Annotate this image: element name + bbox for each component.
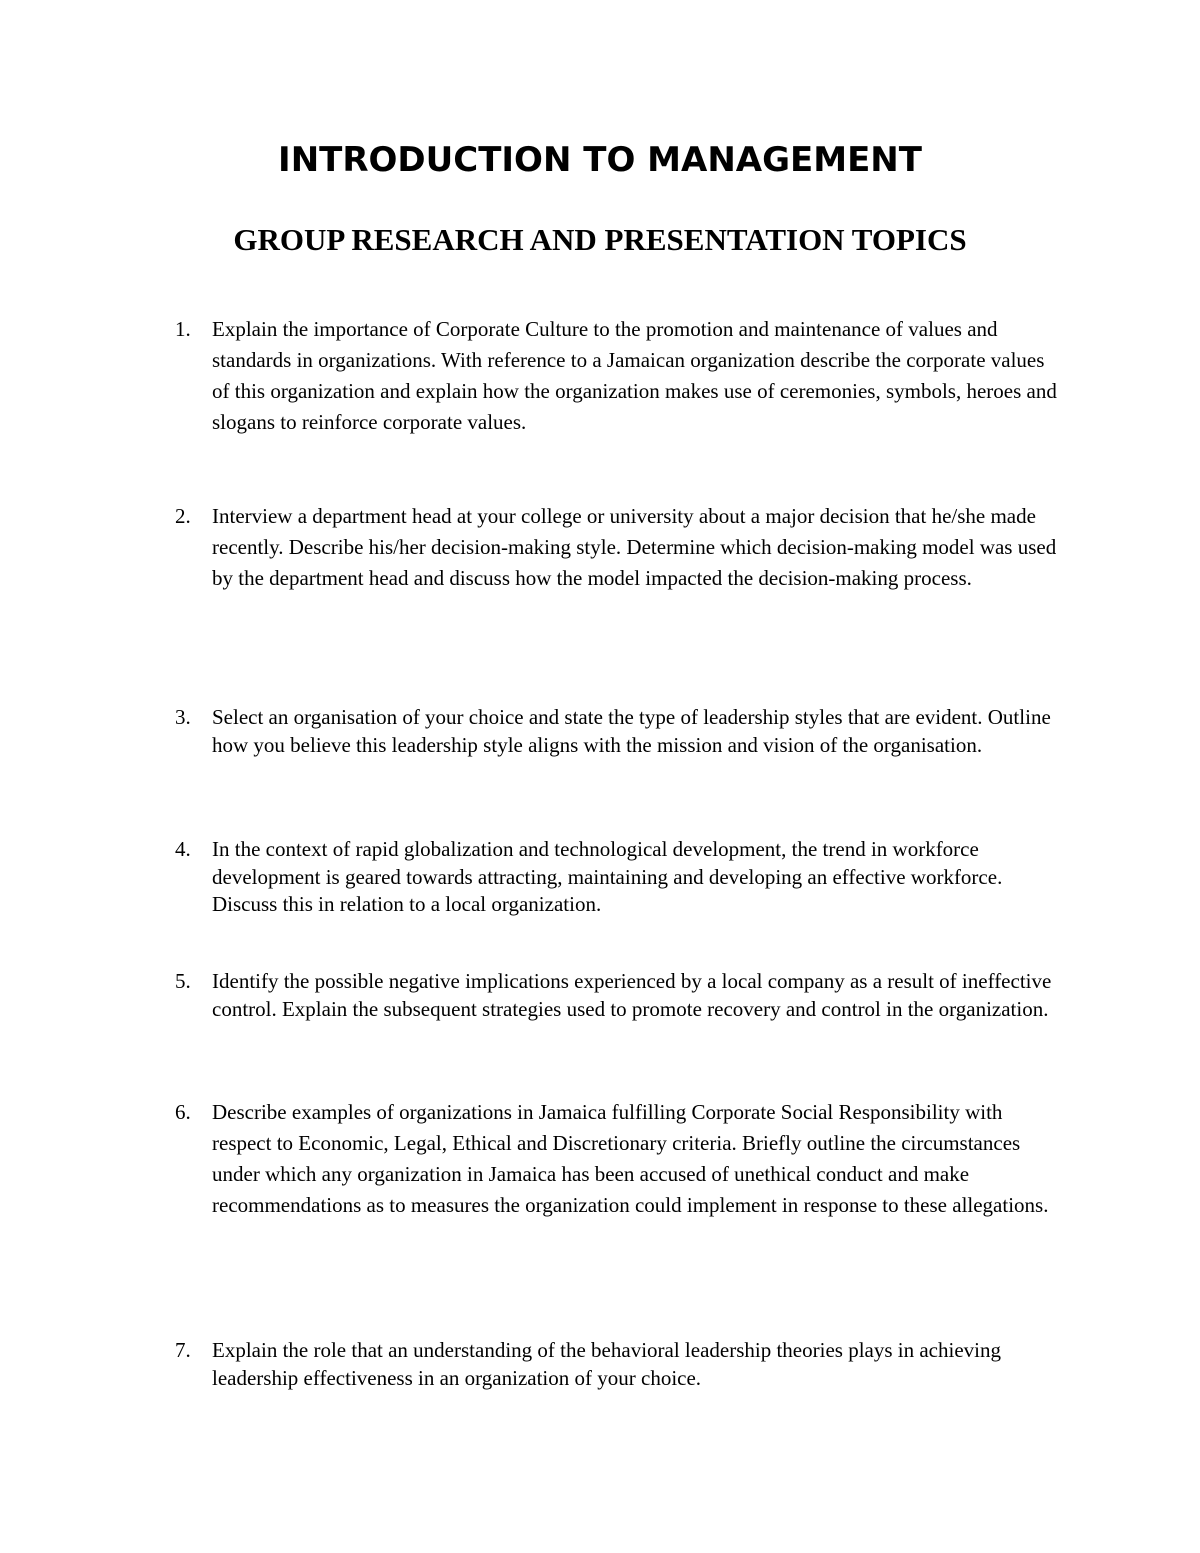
topic-number: 6. xyxy=(175,1100,191,1124)
topic-text: Select an organisation of your choice and state the type of leadership styles that are evident. Outline how you believe this leadership style aligns with the mission and vision of the organisation. xyxy=(212,705,1051,757)
topic-item-5 xyxy=(160,968,1060,1023)
page-title: INTRODUCTION TO MANAGEMENT xyxy=(278,140,922,180)
topic-number: 5. xyxy=(175,969,191,993)
topic-item-3 xyxy=(160,704,1060,759)
topic-text: Describe examples of organizations in Jamaica fulfilling Corporate Social Responsibility with respect to Economic, Legal, Ethical and Discretionary criteria. Briefly outline the circumstances under which any organization in Jamaica has been accused of unethical conduct and make recommendations as to measures the organization could implement in response to these allegations. xyxy=(212,1100,1049,1217)
topic-number: 1. xyxy=(175,317,191,341)
topic-item-7 xyxy=(160,1337,1060,1392)
topic-text: Explain the importance of Corporate Culture to the promotion and maintenance of values and standards in organizations. With reference to a Jamaican organization describe the corporate values of this organization and explain how the organization makes use of ceremonies, symbols, heroes and slogans to reinforce corporate values. xyxy=(212,317,1057,434)
topic-text: Interview a department head at your college or university about a major decision that he/she made recently. Describe his/her decision-making style. Determine which decision-making model was used by the department head and discuss how the model impacted the decision-making process. xyxy=(212,504,1057,590)
topic-item-6 xyxy=(160,1097,1060,1221)
topic-number: 4. xyxy=(175,837,191,861)
topic-number: 7. xyxy=(175,1338,191,1362)
topic-item-4 xyxy=(160,836,1060,919)
topic-number: 2. xyxy=(175,504,191,528)
topic-text: In the context of rapid globalization and technological development, the trend in workforce development is geared towards attracting, maintaining and developing an effective workforce. Discuss this in relation to a local organization. xyxy=(212,837,1003,916)
topic-text: Explain the role that an understanding of the behavioral leadership theories plays in achieving leadership effectiveness in an organization of your choice. xyxy=(212,1338,1001,1390)
topic-item-2 xyxy=(160,501,1060,594)
topic-item-1 xyxy=(160,314,1060,438)
page-subtitle: GROUP RESEARCH AND PRESENTATION TOPICS xyxy=(233,222,967,257)
topic-number: 3. xyxy=(175,705,191,729)
topic-text: Identify the possible negative implications experienced by a local company as a result of ineffective control. Explain the subsequent strategies used to promote recovery and control in the organization. xyxy=(212,969,1052,1021)
